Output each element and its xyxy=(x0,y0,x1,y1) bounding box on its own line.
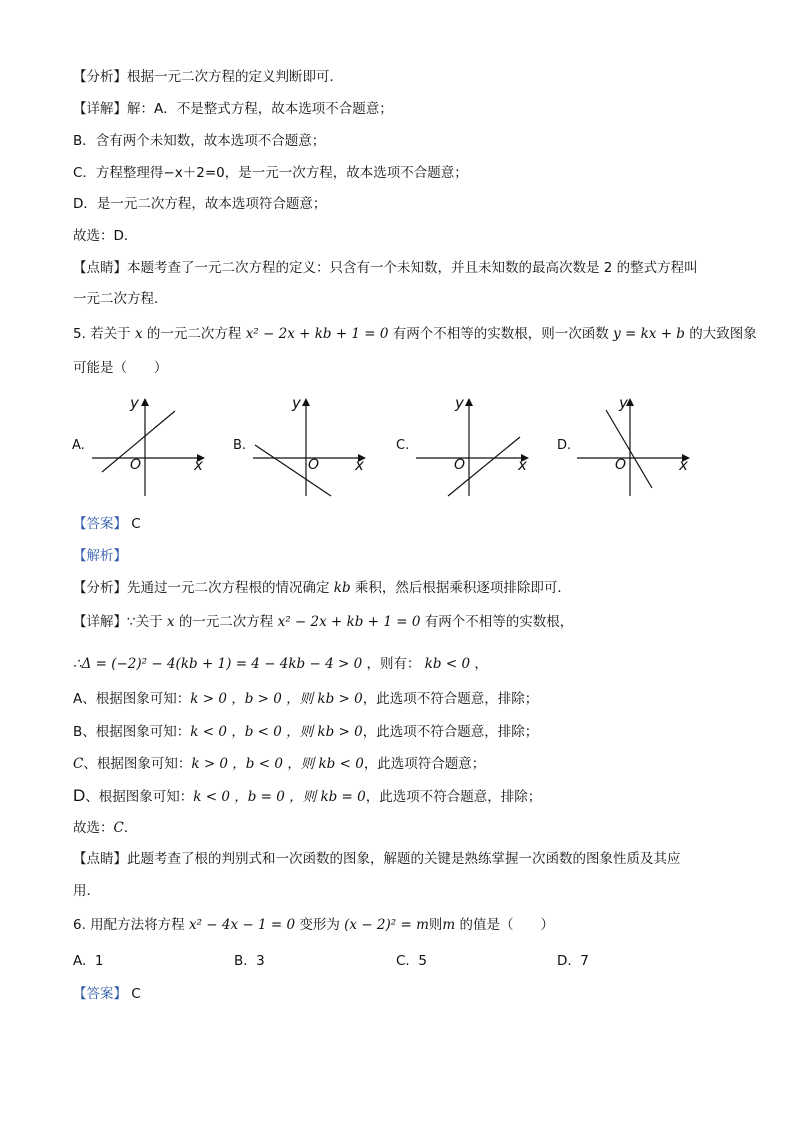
item-b-tail: ，此选项不符合题意，排除； xyxy=(362,724,539,740)
q5-var: x xyxy=(134,326,143,342)
answer-6 xyxy=(73,985,141,1003)
item-c-text: 、根据图象可知： xyxy=(83,756,192,772)
detail-5 xyxy=(73,613,573,631)
item-a-letter: A xyxy=(73,691,83,707)
graph-d-origin-label: O xyxy=(615,457,627,473)
item-c xyxy=(73,755,485,773)
choice-5-b: ． xyxy=(123,820,138,836)
graph-a-origin-label: O xyxy=(130,457,142,473)
q6-mid2: 则 xyxy=(428,917,443,933)
graph-b-x-label: x xyxy=(355,456,364,474)
option-c-line: C．方程整理得−x＋2=0，是一元一次方程，故本选项不合题意； xyxy=(73,165,468,181)
choice-5-c: C xyxy=(113,820,124,836)
analysis-5-a: 【分析】先通过一元二次方程根的情况确定 xyxy=(73,580,330,596)
q6-option-d-label: D. xyxy=(557,953,572,969)
item-d-letter: D xyxy=(73,786,86,805)
q6-prefix: 6. 用配方法将方程 xyxy=(73,917,185,933)
choice-5-a: 故选： xyxy=(73,820,114,836)
item-a-text: 、根据图象可知： xyxy=(82,691,191,707)
choice-5 xyxy=(73,819,137,837)
q6-option-c-value: 5 xyxy=(418,953,427,969)
delta-result: kb < 0 xyxy=(424,656,471,672)
graph-a-plot xyxy=(72,392,212,500)
answer-5-tag: 【答案】 xyxy=(73,516,127,532)
q6-eq1: x² − 4x − 1 = 0 xyxy=(188,917,296,933)
graph-d-x-label: x xyxy=(679,456,688,474)
detail-5-c: 有两个不相等的实数根， xyxy=(424,614,574,630)
graph-c-plot xyxy=(396,392,536,500)
answer-5 xyxy=(73,515,141,533)
q5-function: y = kx + b xyxy=(613,326,685,342)
option-d-line: D．是一元二次方程，故本选项符合题意； xyxy=(73,196,327,212)
q6-m: m xyxy=(442,917,456,933)
q6-option-b xyxy=(234,953,265,969)
graph-a-label: A. xyxy=(72,438,85,453)
item-b xyxy=(73,723,538,741)
graph-c-origin-label: O xyxy=(454,457,466,473)
graph-c-x-label: x xyxy=(518,456,527,474)
detail-5-x: x xyxy=(166,614,175,630)
detail-5-a: 【详解】∵关于 xyxy=(73,614,163,630)
delta-end: ， xyxy=(474,656,488,672)
graph-a-x-label: x xyxy=(194,456,203,474)
q6-option-c xyxy=(396,953,427,969)
delta-line xyxy=(73,655,488,673)
answer-5-value: C xyxy=(131,516,141,532)
detail-5-b: 的一元二次方程 xyxy=(178,614,274,630)
delta-expression: ∴Δ = (−2)² − 4(kb + 1) = 4 − 4kb − 4 > 0 xyxy=(73,656,363,672)
detail-line: 【详解】解：A．不是整式方程，故本选项不合题意； xyxy=(73,101,393,117)
item-b-letter: B xyxy=(73,724,83,740)
q5-prefix: 5. 若关于 xyxy=(73,326,131,342)
q6-option-a xyxy=(73,953,103,969)
item-a xyxy=(73,690,538,708)
graph-d xyxy=(557,392,697,500)
graph-b xyxy=(233,392,373,500)
item-d-tail: ，此选项不符合题意，排除； xyxy=(365,789,542,805)
comment-5-line-2: 用． xyxy=(73,883,100,899)
detail-5-eq: x² − 2x + kb + 1 = 0 xyxy=(277,614,421,630)
choice-line: 故选：D． xyxy=(73,228,138,244)
q6-option-b-value: 3 xyxy=(256,953,265,969)
q5-equation: x² − 2x + kb + 1 = 0 xyxy=(245,326,389,342)
question-6 xyxy=(73,916,554,934)
graph-b-plot xyxy=(233,392,373,500)
item-c-cond: k > 0 ，b < 0 ，则 kb < 0 xyxy=(191,756,364,772)
q6-option-d xyxy=(557,953,589,969)
item-a-cond: k > 0 ，b > 0 ，则 kb > 0 xyxy=(190,691,363,707)
q6-option-a-value: 1 xyxy=(94,953,104,969)
graph-b-origin-label: O xyxy=(308,457,320,473)
item-d xyxy=(73,787,541,806)
comment-line-2: 一元二次方程． xyxy=(73,291,168,307)
q6-mid: 变形为 xyxy=(299,917,340,933)
item-b-text: 、根据图象可知： xyxy=(82,724,191,740)
item-d-text: 、根据图象可知： xyxy=(85,789,194,805)
item-a-tail: ，此选项不符合题意，排除； xyxy=(362,691,539,707)
q5-mid1: 的一元二次方程 xyxy=(146,326,242,342)
item-b-cond: k < 0 ，b < 0 ，则 kb > 0 xyxy=(190,724,363,740)
q6-option-c-label: C. xyxy=(396,953,410,969)
item-d-cond: k < 0 ，b = 0 ，则 kb = 0 xyxy=(193,789,366,805)
answer-6-tag: 【答案】 xyxy=(73,986,127,1002)
analysis-line: 【分析】根据一元二次方程的定义判断即可． xyxy=(73,69,343,85)
q5-suffix: 的大致图象 xyxy=(689,326,757,342)
q5-line-2: 可能是（ ） xyxy=(73,360,168,376)
item-c-tail: ，此选项符合题意； xyxy=(363,756,486,772)
solution-tag: 【解析】 xyxy=(73,548,127,564)
q6-eq2: (x − 2)² = m xyxy=(344,917,429,933)
graph-d-y-label: y xyxy=(619,394,628,412)
graph-c xyxy=(396,392,536,500)
graph-a xyxy=(72,392,212,500)
analysis-5-kb: kb xyxy=(333,580,351,596)
item-c-letter: C xyxy=(73,756,84,772)
delta-then: ，则有： xyxy=(366,656,421,672)
comment-line-1: 【点睛】本题考查了一元二次方程的定义：只含有一个未知数，并且未知数的最高次数是 2 的整式方程叫 xyxy=(73,260,698,276)
graph-b-label: B. xyxy=(233,438,247,453)
q6-option-d-value: 7 xyxy=(580,953,589,969)
analysis-5 xyxy=(73,579,571,597)
comment-5-line-1: 【点睛】此题考查了根的判别式和一次函数的图象，解题的关键是熟练掌握一次函数的图象性质及其应 xyxy=(73,851,681,867)
graph-c-y-label: y xyxy=(455,394,464,412)
question-5 xyxy=(73,325,757,343)
graph-c-label: C. xyxy=(396,438,410,453)
q6-suffix: 的值是（ ） xyxy=(459,917,555,933)
option-b-line: B．含有两个未知数，故本选项不合题意； xyxy=(73,133,326,149)
answer-6-value: C xyxy=(131,986,141,1002)
graph-a-y-label: y xyxy=(130,394,139,412)
analysis-5-b: 乘积，然后根据乘积逐项排除即可． xyxy=(354,580,571,596)
graph-d-label: D. xyxy=(557,438,572,453)
q6-option-b-label: B. xyxy=(234,953,248,969)
q6-option-a-label: A. xyxy=(73,953,87,969)
graph-b-y-label: y xyxy=(292,394,301,412)
q5-mid2: 有两个不相等的实数根，则一次函数 xyxy=(392,326,609,342)
